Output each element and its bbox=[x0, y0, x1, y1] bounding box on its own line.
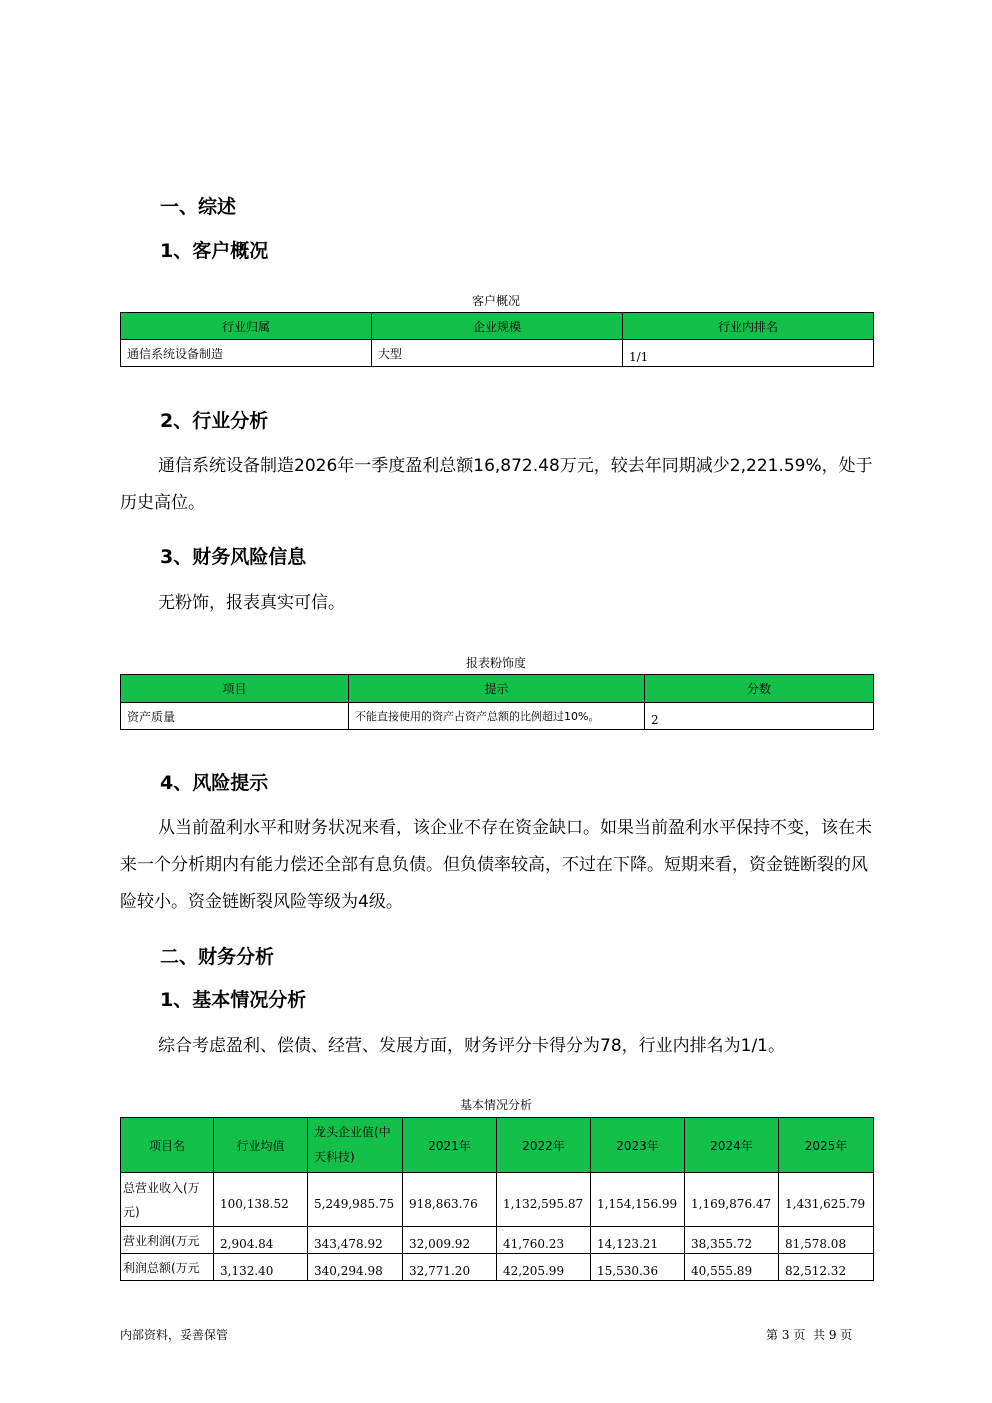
table-cell: 3,132.40 bbox=[214, 1254, 308, 1281]
table-cell: 32,009.92 bbox=[403, 1227, 497, 1254]
basic-analysis-table bbox=[120, 1117, 874, 1281]
table-header-cell: 行业归属 bbox=[121, 313, 372, 340]
table-cell: 2,904.84 bbox=[214, 1227, 308, 1254]
table-cell: 918,863.76 bbox=[403, 1173, 497, 1227]
footer-page-label: 页 bbox=[840, 1328, 853, 1342]
footer-page-label: 共 bbox=[812, 1328, 825, 1342]
table-cell: 大型 bbox=[372, 340, 623, 367]
table-cell: 14,123.21 bbox=[591, 1227, 685, 1254]
table-header-cell: 2024年 bbox=[685, 1118, 779, 1173]
table-cell: 15,530.36 bbox=[591, 1254, 685, 1281]
table-cell: 2 bbox=[645, 703, 874, 730]
table-caption-basic: 基本情况分析 bbox=[459, 1098, 532, 1112]
subsection-heading-basic: 1、基本情况分析 bbox=[160, 989, 307, 1011]
table-cell: 81,578.08 bbox=[779, 1227, 874, 1254]
subsection-heading-financial-risk: 3、财务风险信息 bbox=[160, 546, 307, 568]
footer-page-number bbox=[766, 1326, 852, 1343]
table-cell: 1/1 bbox=[623, 340, 874, 367]
table-header-cell: 龙头企业值(中天科技) bbox=[308, 1118, 403, 1173]
table-cell: 100,138.52 bbox=[214, 1173, 308, 1227]
footer-page-current: 3 bbox=[781, 1328, 790, 1342]
table-header-cell: 2025年 bbox=[779, 1118, 874, 1173]
table-cell: 340,294.98 bbox=[308, 1254, 403, 1281]
table-header-cell: 提示 bbox=[349, 675, 645, 703]
table-cell: 5,249,985.75 bbox=[308, 1173, 403, 1227]
financial-risk-text: 无粉饰，报表真实可信。 bbox=[158, 593, 345, 613]
table-caption-window-dressing: 报表粉饰度 bbox=[465, 656, 526, 670]
subsection-heading-customer: 1、客户概况 bbox=[160, 240, 269, 262]
table-cell: 343,478.92 bbox=[308, 1227, 403, 1254]
footer-page-label: 第 bbox=[766, 1328, 779, 1342]
table-row-label: 利润总额(万元 bbox=[121, 1254, 214, 1281]
table-header-cell: 项目名 bbox=[121, 1118, 214, 1173]
table-cell: 资产质量 bbox=[121, 703, 349, 730]
industry-analysis-text: 通信系统设备制造2026年一季度盈利总额16,872.48万元，较去年同期减少2,221.59%，处于历史高位。 bbox=[120, 456, 873, 513]
window-dressing-table bbox=[120, 674, 874, 730]
section-heading-overview: 一、综述 bbox=[160, 196, 237, 218]
table-header-cell: 行业均值 bbox=[214, 1118, 308, 1173]
table-cell: 1,169,876.47 bbox=[685, 1173, 779, 1227]
table-cell: 不能直接使用的资产占资产总额的比例超过10%。 bbox=[349, 703, 645, 730]
table-cell: 1,431,625.79 bbox=[779, 1173, 874, 1227]
subsection-heading-risk-warning: 4、风险提示 bbox=[160, 772, 269, 794]
section-heading-financial-analysis: 二、财务分析 bbox=[160, 946, 275, 968]
table-header-cell: 2022年 bbox=[497, 1118, 591, 1173]
customer-overview-table bbox=[120, 312, 874, 367]
table-caption-customer: 客户概况 bbox=[471, 294, 520, 308]
table-cell: 1,154,156.99 bbox=[591, 1173, 685, 1227]
table-header-cell: 2023年 bbox=[591, 1118, 685, 1173]
risk-warning-text: 从当前盈利水平和财务状况来看，该企业不存在资金缺口。如果当前盈利水平保持不变，该在未来一个分析期内有能力偿还全部有息负债。但负债率较高，不过在下降。短期来看，资金链断裂的风险较小。资金链断裂风险等级为4级。 bbox=[120, 818, 872, 912]
subsection-heading-industry: 2、行业分析 bbox=[160, 410, 269, 432]
table-cell: 通信系统设备制造 bbox=[121, 340, 372, 367]
footer-confidential: 内部资料，妥善保管 bbox=[120, 1328, 229, 1342]
basic-analysis-text: 综合考虑盈利、偿债、经营、发展方面，财务评分卡得分为78，行业内排名为1/1。 bbox=[158, 1036, 785, 1056]
table-cell: 41,760.23 bbox=[497, 1227, 591, 1254]
table-header-cell: 企业规模 bbox=[372, 313, 623, 340]
table-header-cell: 分数 bbox=[645, 675, 874, 703]
footer-page-label: 页 bbox=[793, 1328, 806, 1342]
table-row-label: 总营业收入(万元) bbox=[121, 1173, 214, 1227]
table-header-cell: 项目 bbox=[121, 675, 349, 703]
table-cell: 38,355.72 bbox=[685, 1227, 779, 1254]
table-cell: 82,512.32 bbox=[779, 1254, 874, 1281]
table-header-cell: 2021年 bbox=[403, 1118, 497, 1173]
table-row-label: 营业利润(万元 bbox=[121, 1227, 214, 1254]
footer-page-total: 9 bbox=[828, 1328, 837, 1342]
table-cell: 32,771.20 bbox=[403, 1254, 497, 1281]
table-cell: 42,205.99 bbox=[497, 1254, 591, 1281]
table-cell: 1,132,595.87 bbox=[497, 1173, 591, 1227]
table-cell: 40,555.89 bbox=[685, 1254, 779, 1281]
table-header-cell: 行业内排名 bbox=[623, 313, 874, 340]
